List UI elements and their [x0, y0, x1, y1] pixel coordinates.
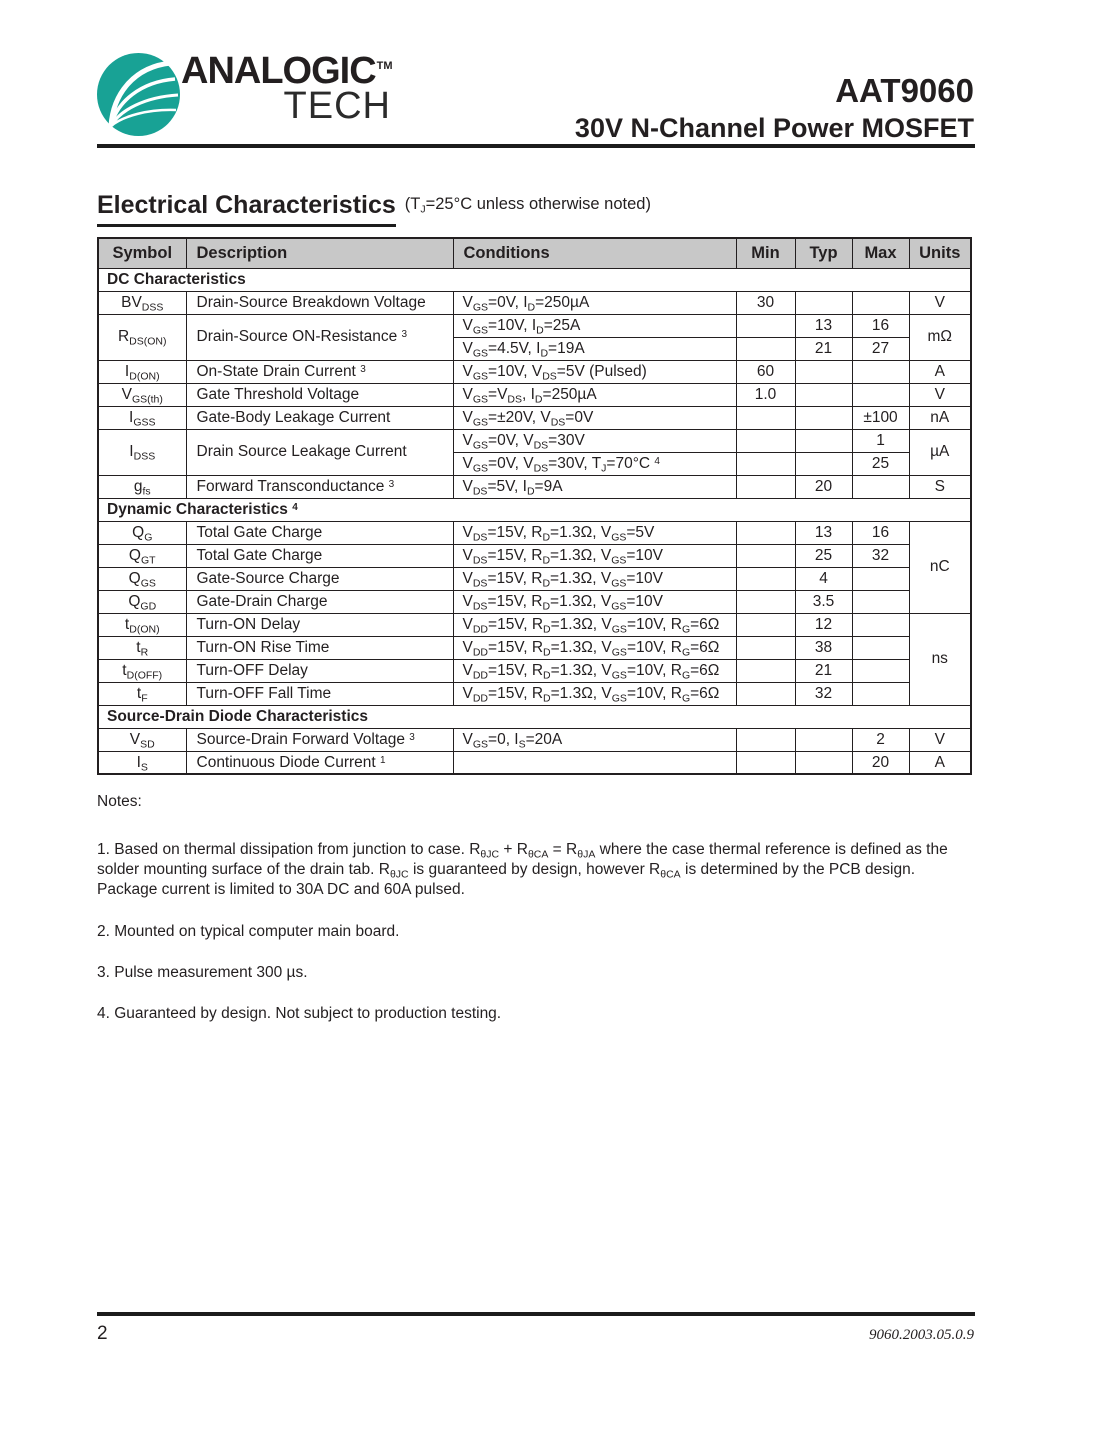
max-cell — [852, 613, 909, 636]
typ-cell — [795, 429, 852, 452]
conditions-cell: $V_{DS}=15V$, $R_D=1.3\Omega$, $V_{GS}=10V$ — [453, 590, 736, 613]
table-row — [98, 475, 971, 498]
typ-cell: 25 — [795, 544, 852, 567]
units-cell: A — [909, 360, 971, 383]
note-item: 2. Mounted on typical computer main board. — [97, 922, 400, 940]
units-cell: nC — [909, 521, 971, 613]
max-cell: 25 — [852, 452, 909, 475]
col-header-symbol: Symbol — [98, 238, 186, 268]
page-number: 2 — [97, 1323, 108, 1344]
table-row — [98, 406, 971, 429]
min-cell — [736, 567, 795, 590]
table-row — [98, 314, 971, 337]
max-cell: ±100 — [852, 406, 909, 429]
max-cell — [852, 383, 909, 406]
conditions-cell: $V_{DD}=15V$, $R_D=1.3\Omega$, $V_{GS}=10V$, $R_G=6\Omega$ — [453, 636, 736, 659]
typ-cell — [795, 360, 852, 383]
min-cell — [736, 406, 795, 429]
max-cell — [852, 636, 909, 659]
conditions-cell: $V_{DS}=15V$, $R_D=1.3\Omega$, $V_{GS}=5V$ — [453, 521, 736, 544]
section-label: DC Characteristics — [98, 268, 971, 291]
description-cell: Turn-OFF Fall Time — [186, 682, 453, 705]
note-item: 1. Based on thermal dissipation from junction to case. $R_{\theta JC} + R_{\theta CA} = R_{\theta JA}$ where the case thermal reference is defined as the solder mounting surface of the drain tab. $R_{\theta JC}$ is guaranteed by design, however $R_{\theta CA}$ is determined by the PCB design. Package current is limited to 30A DC and 60A pulsed. — [97, 841, 948, 899]
doc-version: 9060.2003.05.0.9 — [869, 1327, 974, 1343]
min-cell — [736, 682, 795, 705]
description-cell: Turn-ON Delay — [186, 613, 453, 636]
min-cell — [736, 475, 795, 498]
typ-cell — [795, 383, 852, 406]
description-cell: Gate-Drain Charge — [186, 590, 453, 613]
min-cell — [736, 659, 795, 682]
col-header-min: Min — [736, 238, 795, 268]
symbol-cell: $BV_{DSS}$ — [98, 291, 186, 314]
description-cell: Total Gate Charge — [186, 521, 453, 544]
max-cell: 20 — [852, 751, 909, 774]
table-row — [98, 567, 971, 590]
typ-cell — [795, 452, 852, 475]
symbol-cell: $V_{SD}$ — [98, 728, 186, 751]
units-cell: nA — [909, 406, 971, 429]
min-cell — [736, 751, 795, 774]
col-header-typ: Typ — [795, 238, 852, 268]
min-cell — [736, 613, 795, 636]
max-cell — [852, 590, 909, 613]
section-header-row — [98, 705, 971, 728]
conditions-cell: $V_{DD}=15V$, $R_D=1.3\Omega$, $V_{GS}=10V$, $R_G=6\Omega$ — [453, 659, 736, 682]
trademark-symbol: TM — [376, 60, 393, 72]
notes-label: Notes: — [97, 793, 142, 810]
section-label: Dynamic Characteristics $^4$ — [98, 498, 971, 521]
min-cell: 60 — [736, 360, 795, 383]
conditions-cell: $V_{GS}=4.5V$, $I_D=19A$ — [453, 337, 736, 360]
conditions-cell: $V_{GS}=0$, $I_S=20A$ — [453, 728, 736, 751]
doc-title: 30V N-Channel Power MOSFET — [574, 113, 974, 143]
conditions-cell: $V_{GS}=V_{DS}$, $I_D=250\mu A$ — [453, 383, 736, 406]
table-row — [98, 751, 971, 774]
symbol-cell: $I_{GSS}$ — [98, 406, 186, 429]
section-header-row — [98, 268, 971, 291]
section-header-row — [98, 498, 971, 521]
table-row — [98, 383, 971, 406]
conditions-cell: $V_{GS}=10V$, $I_D=25A$ — [453, 314, 736, 337]
symbol-cell: $t_{D(ON)}$ — [98, 613, 186, 636]
units-cell: S — [909, 475, 971, 498]
section-title: Electrical Characteristics — [97, 191, 396, 227]
table-row — [98, 728, 971, 751]
description-cell: Total Gate Charge — [186, 544, 453, 567]
max-cell — [852, 659, 909, 682]
typ-cell: 13 — [795, 314, 852, 337]
units-cell: ns — [909, 613, 971, 705]
typ-cell — [795, 751, 852, 774]
min-cell: 1.0 — [736, 383, 795, 406]
electrical-characteristics-table — [97, 237, 972, 775]
table-row — [98, 590, 971, 613]
symbol-cell: $t_R$ — [98, 636, 186, 659]
max-cell — [852, 291, 909, 314]
min-cell — [736, 728, 795, 751]
conditions-cell — [453, 751, 736, 774]
note-item: 4. Guaranteed by design. Not subject to production testing. — [97, 1004, 502, 1022]
symbol-cell: $t_{D(OFF)}$ — [98, 659, 186, 682]
description-cell: Gate-Source Charge — [186, 567, 453, 590]
header-divider — [97, 144, 975, 148]
description-cell: Turn-ON Rise Time — [186, 636, 453, 659]
description-cell: Turn-OFF Delay — [186, 659, 453, 682]
table-row — [98, 429, 971, 452]
min-cell: 30 — [736, 291, 795, 314]
min-cell — [736, 544, 795, 567]
table-row — [98, 636, 971, 659]
typ-cell: 12 — [795, 613, 852, 636]
conditions-cell: $V_{DS}=15V$, $R_D=1.3\Omega$, $V_{GS}=10V$ — [453, 567, 736, 590]
symbol-cell: $Q_{GT}$ — [98, 544, 186, 567]
brand-tech-text: TECH — [283, 84, 391, 127]
document-title-block — [575, 74, 974, 142]
table-header-row — [98, 238, 971, 268]
table-row — [98, 613, 971, 636]
col-header-max: Max — [852, 238, 909, 268]
col-header-units: Units — [909, 238, 971, 268]
typ-cell: 21 — [795, 659, 852, 682]
col-header-description: Description — [186, 238, 453, 268]
min-cell — [736, 521, 795, 544]
table-row — [98, 360, 971, 383]
symbol-cell: $Q_G$ — [98, 521, 186, 544]
typ-cell — [795, 291, 852, 314]
units-cell: V — [909, 383, 971, 406]
conditions-cell: $V_{DD}=15V$, $R_D=1.3\Omega$, $V_{GS}=10V$, $R_G=6\Omega$ — [453, 682, 736, 705]
conditions-cell: $V_{DD}=15V$, $R_D=1.3\Omega$, $V_{GS}=10V$, $R_G=6\Omega$ — [453, 613, 736, 636]
units-cell: V — [909, 291, 971, 314]
part-number: AAT9060 — [835, 72, 974, 109]
max-cell — [852, 360, 909, 383]
min-cell — [736, 636, 795, 659]
typ-cell: 32 — [795, 682, 852, 705]
description-cell: Continuous Diode Current $^1$ — [186, 751, 453, 774]
max-cell: 27 — [852, 337, 909, 360]
conditions-cell: $V_{GS}=0V$, $I_D=250\mu A$ — [453, 291, 736, 314]
max-cell — [852, 475, 909, 498]
description-cell: Forward Transconductance $^3$ — [186, 475, 453, 498]
brand-wordmark — [181, 52, 397, 125]
symbol-cell: $Q_{GS}$ — [98, 567, 186, 590]
conditions-cell: $V_{GS}=\pm 20V$, $V_{DS}=0V$ — [453, 406, 736, 429]
notes-list — [97, 840, 977, 1024]
col-header-conditions: Conditions — [453, 238, 736, 268]
description-cell: Gate-Body Leakage Current — [186, 406, 453, 429]
notes-section — [97, 792, 977, 1045]
description-cell: Drain-Source ON-Resistance $^3$ — [186, 314, 453, 360]
symbol-cell: $V_{GS(th)}$ — [98, 383, 186, 406]
typ-cell: 3.5 — [795, 590, 852, 613]
conditions-cell: $V_{GS}=10V$, $V_{DS}=5V$ (Pulsed) — [453, 360, 736, 383]
typ-cell — [795, 406, 852, 429]
symbol-cell: $g_{fs}$ — [98, 475, 186, 498]
symbol-cell: $Q_{GD}$ — [98, 590, 186, 613]
typ-cell — [795, 728, 852, 751]
min-cell — [736, 337, 795, 360]
symbol-cell: $I_{D(ON)}$ — [98, 360, 186, 383]
typ-cell: 21 — [795, 337, 852, 360]
description-cell: On-State Drain Current $^3$ — [186, 360, 453, 383]
min-cell — [736, 452, 795, 475]
table-row — [98, 659, 971, 682]
max-cell: 16 — [852, 521, 909, 544]
section-subtitle: ($T_J=25^\circ C$ unless otherwise noted) — [404, 195, 651, 216]
section-label: Source-Drain Diode Characteristics — [98, 705, 971, 728]
units-cell: A — [909, 751, 971, 774]
description-cell: Source-Drain Forward Voltage $^3$ — [186, 728, 453, 751]
section-heading — [97, 191, 651, 227]
note-item: 3. Pulse measurement 300 µs. — [97, 963, 308, 981]
table-row — [98, 544, 971, 567]
footer-divider — [97, 1312, 975, 1316]
min-cell — [736, 429, 795, 452]
symbol-cell: $I_S$ — [98, 751, 186, 774]
conditions-cell: $V_{GS}=0V$, $V_{DS}=30V$, $T_J=70^\circ C$ $^4$ — [453, 452, 736, 475]
max-cell: 16 — [852, 314, 909, 337]
units-cell: µA — [909, 429, 971, 475]
typ-cell: 13 — [795, 521, 852, 544]
conditions-cell: $V_{GS}=0V$, $V_{DS}=30V$ — [453, 429, 736, 452]
min-cell — [736, 590, 795, 613]
typ-cell: 38 — [795, 636, 852, 659]
max-cell: 32 — [852, 544, 909, 567]
units-cell: V — [909, 728, 971, 751]
conditions-cell: $V_{DS}=5V$, $I_D=9A$ — [453, 475, 736, 498]
min-cell — [736, 314, 795, 337]
conditions-cell: $V_{DS}=15V$, $R_D=1.3\Omega$, $V_{GS}=10V$ — [453, 544, 736, 567]
units-cell: mΩ — [909, 314, 971, 360]
max-cell — [852, 567, 909, 590]
symbol-cell: $I_{DSS}$ — [98, 429, 186, 475]
description-cell: Drain-Source Breakdown Voltage — [186, 291, 453, 314]
description-cell: Drain Source Leakage Current — [186, 429, 453, 475]
typ-cell: 20 — [795, 475, 852, 498]
symbol-cell: $t_F$ — [98, 682, 186, 705]
symbol-cell: $R_{DS(ON)}$ — [98, 314, 186, 360]
table-row — [98, 521, 971, 544]
table-row — [98, 291, 971, 314]
analogictech-logo-icon — [97, 53, 180, 136]
max-cell: 1 — [852, 429, 909, 452]
max-cell: 2 — [852, 728, 909, 751]
typ-cell: 4 — [795, 567, 852, 590]
table-row — [98, 682, 971, 705]
max-cell — [852, 682, 909, 705]
brand-analogic-text: ANALOGIC — [181, 50, 376, 92]
description-cell: Gate Threshold Voltage — [186, 383, 453, 406]
